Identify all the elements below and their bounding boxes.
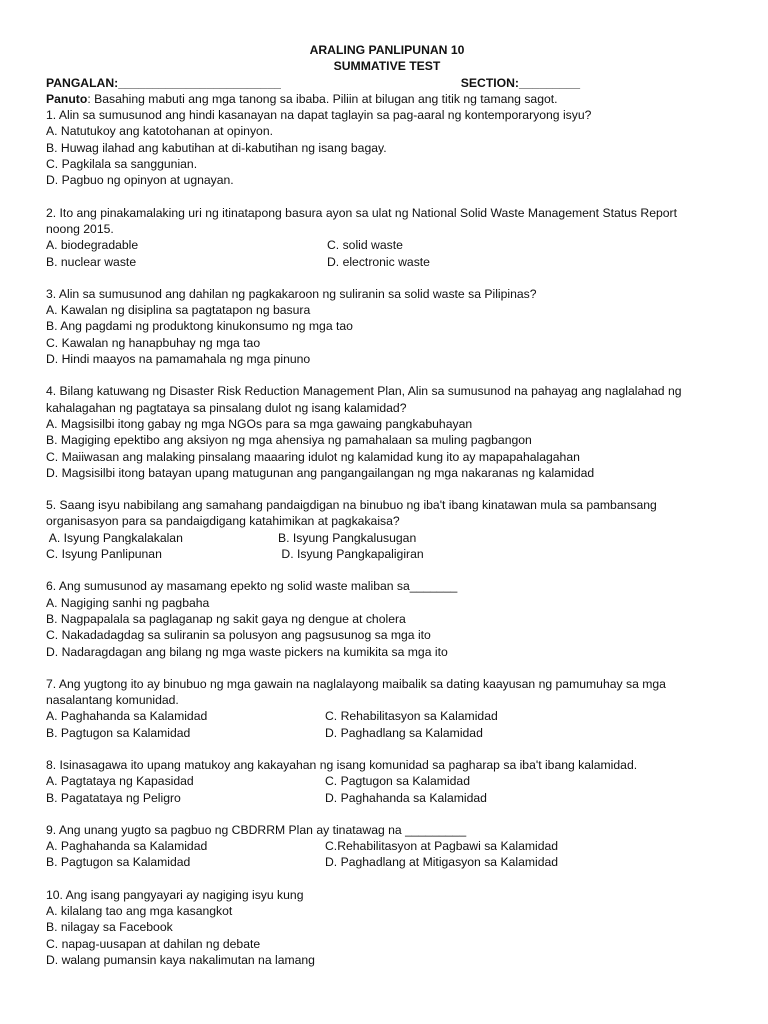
choices-grid (46, 708, 728, 741)
question-stem-cont: kahalagahan ng pagtataya sa pinsalang dulot ng isang kalamidad? (46, 400, 407, 415)
choice-c: C. Nakadadagdag sa suliranin sa polusyon ang pagsusunog sa mga ito (46, 628, 431, 643)
choice-d: D. Pagbuo ng opinyon at ugnayan. (46, 173, 234, 188)
choice-a: A. Pagtataya ng Kapasidad (46, 774, 194, 789)
question-9 (46, 822, 728, 871)
choice-c: C. Kawalan ng hanapbuhay ng mga tao (46, 335, 261, 350)
choice-a: A. Paghahanda sa Kalamidad (46, 839, 208, 854)
choice-c: C. napag-uusapan at dahilan ng debate (46, 936, 261, 951)
question-stem: 4. Bilang katuwang ng Disaster Risk Reduction Management Plan, Alin sa sumusunod na pahayag ang naglalahad ng (46, 384, 682, 399)
choice-b: B. Pagtugon sa Kalamidad (46, 855, 191, 870)
instruction-label: Panuto (46, 91, 88, 106)
choice-a: A. Magsisilbi itong gabay ng mga NGOs para sa mga gawaing pangkabuhayan (46, 416, 473, 431)
choice-d: D. Paghahanda sa Kalamidad (325, 790, 487, 805)
choice-d: D. Magsisilbi itong batayan upang matugunan ang pangangailangan ng mga nakaranas ng kalamidad (46, 465, 595, 480)
choice-a: A. Natutukoy ang katotohanan at opinyon. (46, 124, 273, 139)
choices-grid (46, 530, 728, 563)
choice-b: B. Pagatataya ng Peligro (46, 790, 181, 805)
test-title: SUMMATIVE TEST (333, 59, 441, 74)
choice-c: C. Isyung Panlipunan (46, 547, 162, 562)
question-10 (46, 887, 728, 968)
question-stem: 10. Ang isang pangyayari ay nagiging isyu kung (46, 887, 304, 902)
question-1 (46, 107, 728, 188)
choice-c: C. Pagkilala sa sanggunian. (46, 157, 198, 172)
choice-d: D. Nadaragdagan ang bilang ng mga waste pickers na kumikita sa mga ito (46, 644, 448, 659)
question-2 (46, 205, 728, 270)
choice-c: C. Rehabilitasyon sa Kalamidad (325, 709, 498, 724)
question-5 (46, 497, 728, 562)
student-info-row (46, 75, 728, 91)
question-6 (46, 578, 728, 659)
question-stem: 5. Saang isyu nabibilang ang samahang pandaigdigan na binubuo ng iba't ibang kinatawan mula sa pambansang (46, 498, 657, 513)
choice-c: C. Pagtugon sa Kalamidad (325, 774, 470, 789)
subject-title: ARALING PANLIPUNAN 10 (309, 43, 465, 57)
question-stem: 3. Alin sa sumusunod ang dahilan ng pagkakaroon ng suliranin sa solid waste sa Pilipinas? (46, 286, 537, 301)
question-stem: 8. Isinasagawa ito upang matukoy ang kakayahan ng isang komunidad sa pagharap sa iba't ibang kalamidad. (46, 757, 638, 772)
question-stem-cont: noong 2015. (46, 221, 114, 236)
choices-grid (46, 838, 728, 871)
choice-a: A. Isyung Pangkalakalan (46, 530, 183, 545)
question-7 (46, 676, 728, 741)
question-stem-cont: nasalantang komunidad. (46, 693, 179, 708)
choice-a: A. biodegradable (46, 238, 139, 253)
choice-b: B. Nagpapalala sa paglaganap ng sakit gaya ng dengue at cholera (46, 611, 406, 626)
choice-b: B. Huwag ilahad ang kabutihan at di-kabutihan ng isang bagay. (46, 140, 387, 155)
question-4 (46, 383, 728, 481)
question-stem: 6. Ang sumusunod ay masamang epekto ng solid waste maliban sa_______ (46, 579, 458, 594)
question-3 (46, 286, 728, 367)
choice-b: B. nuclear waste (46, 254, 137, 269)
section-field-label: SECTION:_________ (460, 75, 580, 90)
instructions (46, 91, 728, 107)
choice-d: D. Hindi maayos na pamamahala ng mga pinuno (46, 352, 311, 367)
choice-b: B. Isyung Pangkalusugan (278, 530, 417, 545)
choice-a: A. Kawalan ng disiplina sa pagtatapon ng basura (46, 303, 311, 318)
choices-grid (46, 237, 728, 270)
choice-c: C.Rehabilitasyon at Pagbawi sa Kalamidad (325, 839, 559, 854)
choice-d: D. walang pumansin kaya nakalimutan na lamang (46, 952, 315, 967)
choice-b: B. Ang pagdami ng produktong kinukonsumo ng mga tao (46, 319, 353, 334)
question-stem: 7. Ang yugtong ito ay binubuo ng mga gawain na naglalayong maibalik sa dating kaayusan ng pamumuhay sa mga (46, 676, 666, 691)
question-8 (46, 757, 728, 806)
question-stem: 2. Ito ang pinakamalaking uri ng itinatapong basura ayon sa ulat ng National Solid Waste Management Status Report (46, 205, 677, 220)
choice-c: C. Maiiwasan ang malaking pinsalang maaaring idulot ng kalamidad kung ito ay mapapahalagahan (46, 449, 580, 464)
question-stem: 1. Alin sa sumusunod ang hindi kasanayan na dapat taglayin sa pag-aaral ng kontemporaryong isyu? (46, 108, 592, 123)
choice-c: C. solid waste (327, 238, 403, 253)
choice-d: D. electronic waste (327, 254, 430, 269)
choice-a: A. Nagiging sanhi ng pagbaha (46, 595, 210, 610)
choice-b: B. nilagay sa Facebook (46, 920, 173, 935)
choice-b: B. Magiging epektibo ang aksiyon ng mga ahensiya ng pamahalaan sa muling pagbangon (46, 433, 532, 448)
choice-b: B. Pagtugon sa Kalamidad (46, 725, 191, 740)
choice-d: D. Isyung Pangkapaligiran (278, 547, 424, 562)
choices-grid (46, 773, 728, 806)
choice-d: D. Paghadlang at Mitigasyon sa Kalamidad (325, 855, 559, 870)
question-stem-cont: organisasyon para sa pandaigdigang katahimikan at pagkakaisa? (46, 514, 400, 529)
instruction-text: : Basahing mabuti ang mga tanong sa ibaba. Piliin at bilugan ang titik ng tamang sagot. (87, 91, 558, 106)
choice-a: A. kilalang tao ang mga kasangkot (46, 904, 233, 919)
question-stem: 9. Ang unang yugto sa pagbuo ng CBDRRM Plan ay tinatawag na _________ (46, 822, 467, 837)
name-field-label: PANGALAN:________________________ (46, 75, 281, 90)
choice-a: A. Paghahanda sa Kalamidad (46, 709, 208, 724)
choice-d: D. Paghadlang sa Kalamidad (325, 725, 483, 740)
